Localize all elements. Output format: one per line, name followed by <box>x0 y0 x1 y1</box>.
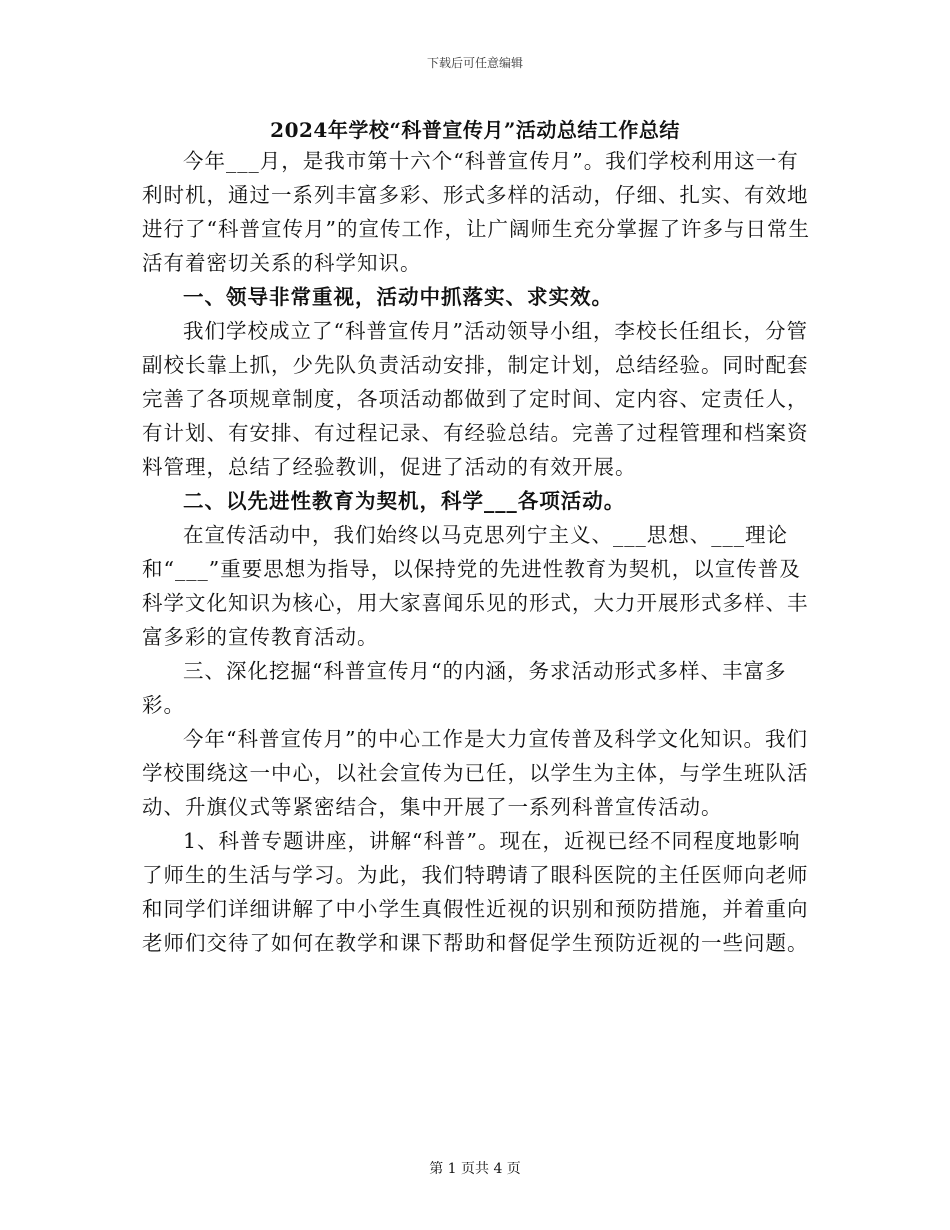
section-heading-1: 一、领导非常重视，活动中抓落实、求实效。 <box>183 285 613 309</box>
paragraph-education: 在宣传活动中，我们始终以马克思列宁主义、___思想、___理论和“___”重要思想为指导，以保持党的先进性教育为契机，以宣传普及科学文化知识为核心，用大家喜闻乐见的形式，大力开展形式多样、丰富多彩的宣传教育活动。 <box>142 523 809 649</box>
header-note: 下载后可任意编辑 <box>426 56 523 70</box>
paragraph-lecture: 1、科普专题讲座，讲解“科普”。现在，近视已经不同程度地影响了师生的生活与学习。为此，我们特聘请了眼科医院的主任医师向老师和同学们详细讲解了中小学生真假性近视的识别和预防措施，并着重向老师们交待了如何在教学和课下帮助和督促学生预防近视的一些问题。 <box>142 829 809 955</box>
section-heading-3: 三、深化挖掘“科普宣传月“的内涵，务求活动形式多样、丰富多彩。 <box>142 659 787 717</box>
document-body <box>142 144 810 960</box>
page-number: 第 1 页共 4 页 <box>429 1161 521 1177</box>
paragraph-center-work: 今年“科普宣传月”的中心工作是大力宣传普及科学文化知识。我们学校围绕这一中心，以社会宣传为已任，以学生为主体，与学生班队活动、升旗仪式等紧密结合，集中开展了一系列科普宣传活动。 <box>142 727 809 819</box>
section-heading-2: 二、以先进性教育为契机，科学___各项活动。 <box>183 489 626 513</box>
document-title: 2024年学校“科普宣传月”活动总结工作总结 <box>270 118 680 142</box>
paragraph-intro: 今年___月，是我市第十六个“科普宣传月”。我们学校利用这一有利时机，通过一系列丰富多彩、形式多样的活动，仔细、扎实、有效地进行了“科普宣传月”的宣传工作，让广阔师生充分掌握了许多与日常生活有着密切关系的科学知识。 <box>142 149 810 275</box>
paragraph-leadership: 我们学校成立了“科普宣传月”活动领导小组，李校长任组长，分管副校长靠上抓，少先队负责活动安排，制定计划，总结经验。同时配套完善了各项规章制度，各项活动都做到了定时间、定内容、定责任人，有计划、有安排、有过程记录、有经验总结。完善了过程管理和档案资料管理，总结了经验教训，促进了活动的有效开展。 <box>142 319 809 479</box>
